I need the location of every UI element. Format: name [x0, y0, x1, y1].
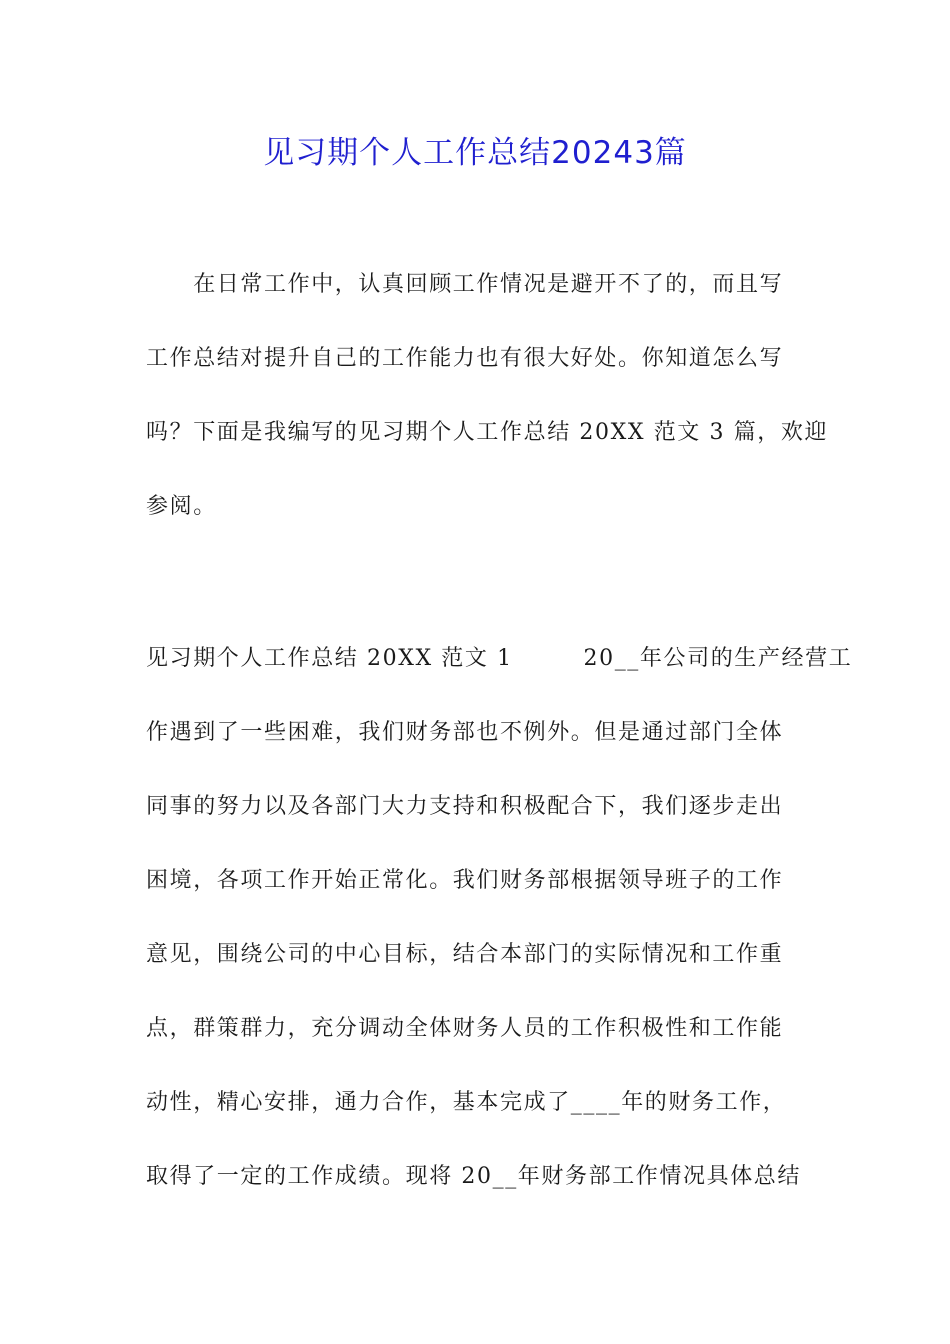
body-line-6: 点，群策群力，充分调动全体财务人员的工作积极性和工作能: [146, 1016, 784, 1041]
intro-line-3: 吗？下面是我编写的见习期个人工作总结 20XX 范文 3 篇，欢迎: [146, 420, 829, 445]
intro-line-2: 工作总结对提升自己的工作能力也有很大好处。你知道怎么写: [146, 346, 784, 371]
intro-line-1: 在日常工作中，认真回顾工作情况是避开不了的，而且写: [146, 272, 784, 297]
body-line-5: 意见，围绕公司的中心目标，结合本部门的实际情况和工作重: [146, 942, 784, 967]
body-line-3: 同事的努力以及各部门大力支持和积极配合下，我们逐步走出: [146, 794, 784, 819]
body-line-7: 动性，精心安排，通力合作，基本完成了____年的财务工作，: [146, 1090, 787, 1115]
intro-line-4: 参阅。: [146, 494, 217, 519]
body-line-2: 作遇到了一些困难，我们财务部也不例外。但是通过部门全体: [146, 720, 784, 745]
body-line-8: 取得了一定的工作成绩。现将 20__年财务部工作情况具体总结: [146, 1164, 801, 1189]
body-line-1: 见习期个人工作总结 20XX 范文 1 20__年公司的生产经营工: [146, 646, 853, 671]
body-line-4: 困境，各项工作开始正常化。我们财务部根据领导班子的工作: [146, 868, 784, 893]
document-title: 见习期个人工作总结20243篇: [263, 135, 687, 171]
